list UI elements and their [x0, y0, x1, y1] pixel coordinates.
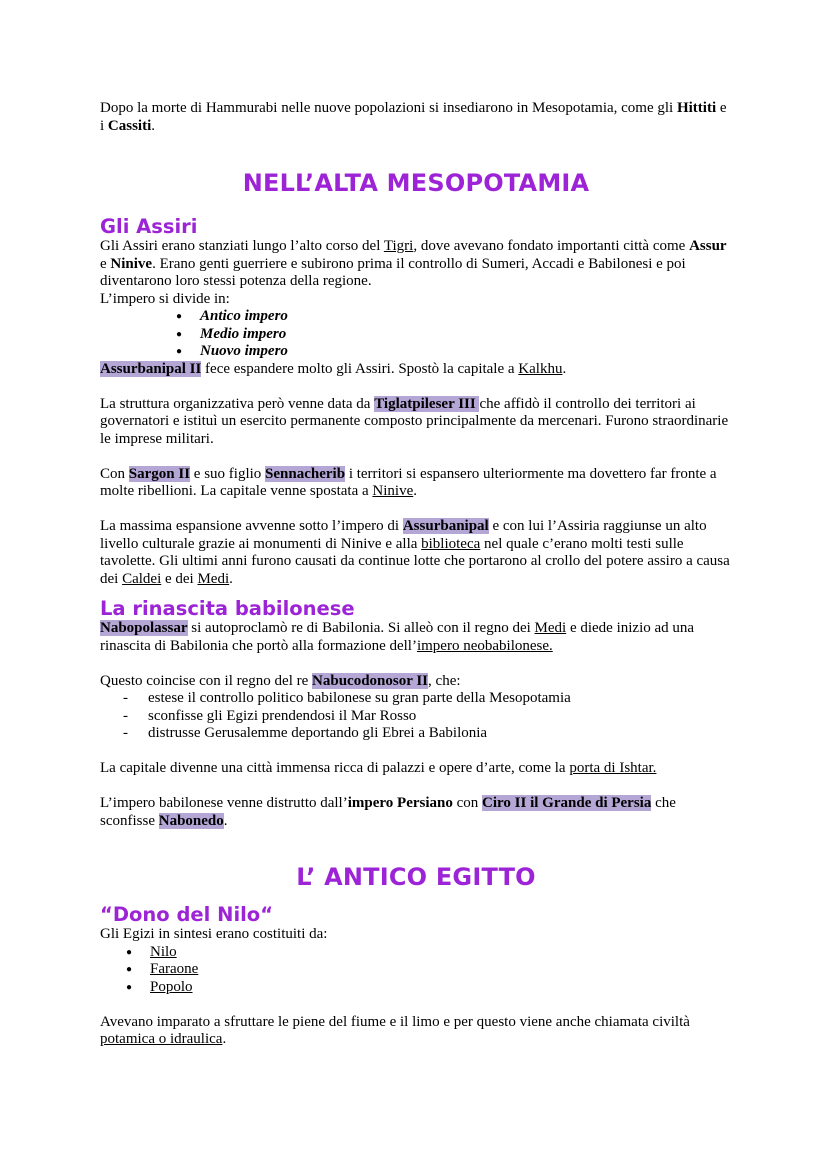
list-item [150, 961, 732, 979]
egitto-intro: Gli Egizi in sintesi erano costituiti da: [100, 926, 328, 942]
babilonese-paragraph-1 [100, 620, 732, 655]
text: Dopo la morte di Hammurabi nelle nuove popolazioni si insediarono in Mesopotamia, come gli [100, 100, 677, 116]
text: . Erano genti guerriere e subirono prima il controllo di Sumeri, Accadi e Babilonesi e poi diventarono loro stessi potenza della regione. [100, 255, 686, 289]
text: Avevano imparato a sfruttare le piene del fiume e il limo e per questo viene anche chiamata civiltà [100, 1013, 690, 1030]
text: Gli Assiri erano stanziati lungo l’alto corso del [100, 238, 384, 254]
text: e diede inizio ad una rinascita di Babilonia che portò alla formazione dell’ [100, 620, 695, 654]
underline-kalkhu: Kalkhu [518, 360, 563, 377]
assiri-paragraph-4 [100, 466, 732, 501]
text: La capitale divenne una città immensa ricca di palazzi e opere d’arte, come la [100, 760, 570, 776]
babilonese-paragraph-4 [100, 795, 732, 830]
egitto-list [100, 944, 732, 997]
list-item: - sconfisse gli Egizi prendendosi il Mar Rosso [148, 708, 732, 726]
highlight-nabonedo: Nabonedo [158, 812, 224, 829]
imperi-list [100, 308, 732, 361]
text: La struttura organizzativa però venne data da [100, 395, 375, 412]
underline-nilo: Nilo [150, 943, 177, 960]
impero-nuovo: Nuovo impero [200, 343, 288, 359]
highlight-sargon: Sargon II [128, 465, 191, 482]
list-item [200, 343, 732, 361]
egitto-paragraph-1 [100, 1014, 732, 1049]
document-body [100, 100, 732, 1049]
heading-dono-del-nilo: “Dono del Nilo“ [100, 903, 274, 926]
text: . [229, 570, 233, 587]
text: . [413, 483, 417, 499]
babilonese-paragraph-2 [100, 673, 732, 691]
bold-hittiti: Hittiti [676, 100, 717, 116]
heading-antico-egitto: L’ ANTICO EGITTO [296, 863, 536, 891]
highlight-ciro-ii: Ciro II il Grande di Persia [482, 795, 652, 811]
divide-line: L’impero si divide in: [100, 290, 230, 307]
underline-biblioteca: biblioteca [421, 535, 481, 552]
list-item [200, 326, 732, 344]
underline-impero-neobabilonese: impero neobabilonese. [416, 637, 553, 654]
text: che sconfisse [100, 795, 676, 829]
impero-antico: Antico impero [200, 308, 288, 324]
text: L’impero babilonese venne distrutto dall’ [100, 795, 348, 811]
underline-tigri: Tigri [383, 238, 414, 254]
underline-potamica-idraulica: potamica o idraulica [100, 1031, 223, 1047]
bold-cassiti: Cassiti [107, 117, 152, 134]
heading-alta-mesopotamia: NELL’ALTA MESOPOTAMIA [242, 169, 590, 197]
underline-faraone: Faraone [150, 961, 199, 977]
text: e con lui l’Assiria raggiunse un alto livello culturale grazie ai monumenti di Ninive e alla [100, 518, 707, 552]
list-item [150, 979, 732, 997]
bold-ninive: Ninive [110, 255, 153, 272]
impero-medio: Medio impero [200, 325, 287, 342]
underline-popolo: Popolo [150, 978, 193, 995]
assiri-paragraph-1 [100, 238, 732, 291]
highlight-nabopolassar: Nabopolassar [100, 620, 188, 636]
text: . [151, 117, 156, 134]
intro-paragraph [100, 100, 732, 135]
text: , che: [428, 672, 461, 689]
underline-porta-ishtar: porta di Ishtar. [569, 760, 657, 776]
assiri-paragraph-2 [100, 361, 732, 379]
list-item: - distrusse Gerusalemme deportando gli Ebrei a Babilonia [148, 725, 732, 743]
list-item [200, 308, 732, 326]
text: Questo coincise con il regno del re [100, 672, 313, 689]
assiri-paragraph-5 [100, 518, 732, 588]
text: e [100, 255, 111, 272]
text: La massima espansione avvenne sotto l’impero di [100, 518, 403, 534]
list-item: - estese il controllo politico babilonese su gran parte della Mesopotamia [148, 690, 732, 708]
highlight-sennacherib: Sennacherib [265, 465, 346, 482]
underline-caldei: Caldei [122, 570, 162, 587]
list-item [150, 944, 732, 962]
bold-impero-persiano: impero Persiano [347, 795, 453, 811]
azioni-list [100, 690, 732, 743]
text: con [452, 795, 483, 811]
assiri-paragraph-3 [100, 396, 732, 449]
text: si autoproclamò re di Babilonia. Si alleò con il regno dei [187, 620, 535, 636]
highlight-nabucodonosor: Nabucodonosor II [312, 672, 429, 689]
text: . [562, 360, 567, 377]
bold-assur: Assur [689, 238, 727, 254]
babilonese-paragraph-3 [100, 760, 732, 778]
text: . [223, 812, 228, 829]
heading-gli-assiri: Gli Assiri [100, 215, 198, 238]
highlight-assurbanipal: Assurbanipal [402, 518, 489, 534]
text: nel quale c’erano molti testi sulle tavolette. Gli ultimi anni furono causati da continue lotte che portarono al crollo del potere assiro a causa dei [100, 535, 730, 587]
underline-medi: Medi [197, 570, 230, 587]
text: e i [100, 100, 727, 134]
underline-medi: Medi [534, 620, 567, 636]
text: e dei [161, 570, 198, 587]
text: che affidò il controllo dei territori ai governatori e istituì un esercito permanente composto principalmente da mercenari. Furono straordinarie le imprese militari. [100, 395, 729, 447]
highlight-tiglatpileser: Tiglatpileser III [374, 395, 480, 412]
text: , dove avevano fondato importanti città come [413, 238, 690, 254]
text: Con [100, 465, 129, 482]
text: . [222, 1031, 227, 1047]
underline-ninive: Ninive [372, 483, 414, 499]
text: fece espandere molto gli Assiri. Spostò la capitale a [201, 360, 519, 377]
highlight-assurbanipal-ii: Assurbanipal II [100, 360, 202, 377]
heading-rinascita-babilonese: La rinascita babilonese [100, 597, 355, 620]
text: e suo figlio [190, 465, 266, 482]
text: i territori si espansero ulteriormente ma dovettero far fronte a molte ribellioni. La capitale venne spostata a [100, 465, 717, 499]
